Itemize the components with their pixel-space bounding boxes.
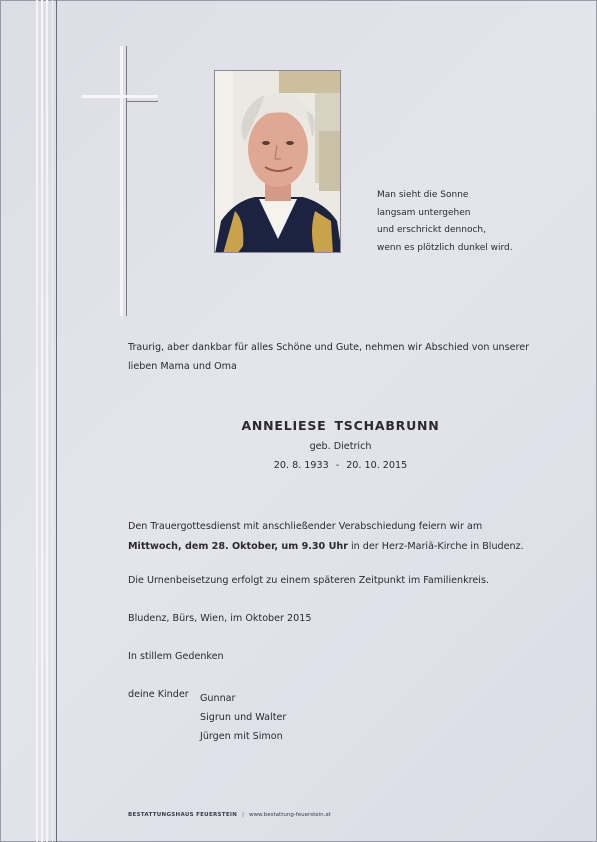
service-line-1: Den Trauergottesdienst mit anschließender Verabschiedung feiern wir am bbox=[128, 521, 483, 532]
last-name: TSCHABRUNN bbox=[334, 418, 440, 433]
cross-vertical-shadow bbox=[126, 46, 127, 316]
mourning-text: In stillem Gedenken bbox=[128, 651, 224, 662]
birth-date: 20. 8. 1933 bbox=[273, 460, 329, 471]
death-date: 20. 10. 2015 bbox=[346, 460, 408, 471]
service-info bbox=[128, 517, 524, 557]
deceased-name bbox=[0, 418, 597, 433]
funeral-home-name: BESTATTUNGSHAUS FEUERSTEIN bbox=[128, 812, 238, 818]
footer bbox=[128, 812, 331, 818]
poem bbox=[377, 187, 577, 257]
poem-line: Man sieht die Sonne bbox=[377, 190, 469, 200]
cross-vertical-bar bbox=[120, 46, 123, 316]
service-date-time: Mittwoch, dem 28. Oktober, um 9.30 Uhr bbox=[128, 541, 348, 552]
first-name: ANNELIESE bbox=[241, 418, 327, 433]
cross-horizontal-bar bbox=[82, 95, 158, 98]
page-border-top bbox=[0, 0, 597, 1]
date-separator: - bbox=[335, 460, 340, 471]
family-names bbox=[200, 689, 286, 746]
poem-line: wenn es plötzlich dunkel wird. bbox=[377, 242, 513, 253]
poem-line: langsam untergehen bbox=[377, 207, 471, 218]
poem-line: und erschrickt dennoch, bbox=[377, 225, 486, 235]
service-line-2 bbox=[128, 537, 524, 557]
portrait-photo bbox=[214, 70, 341, 253]
service-location: in der Herz-Mariä-Kirche in Bludenz. bbox=[347, 541, 524, 552]
family-name: Sigrun und Walter bbox=[200, 712, 287, 723]
birth-name: geb. Dietrich bbox=[309, 441, 372, 452]
family-name: Jürgen mit Simon bbox=[200, 731, 283, 742]
family-label: deine Kinder bbox=[128, 689, 189, 700]
intro-text: Traurig, aber dankbar für alles Schöne und Gute, nehmen wir Abschied von unserer lieben Mama und Oma bbox=[128, 342, 530, 372]
funeral-home-website[interactable]: www.bestattung-feuerstein.at bbox=[249, 812, 331, 818]
life-dates bbox=[0, 460, 597, 471]
footer-separator: | bbox=[242, 812, 245, 818]
cross-horizontal-shadow bbox=[127, 101, 158, 102]
urn-burial-text: Die Urnenbeisetzung erfolgt zu einem späteren Zeitpunkt im Familienkreis. bbox=[128, 575, 490, 586]
place-date: Bludenz, Bürs, Wien, im Oktober 2015 bbox=[128, 613, 312, 624]
family-name: Gunnar bbox=[200, 693, 236, 704]
